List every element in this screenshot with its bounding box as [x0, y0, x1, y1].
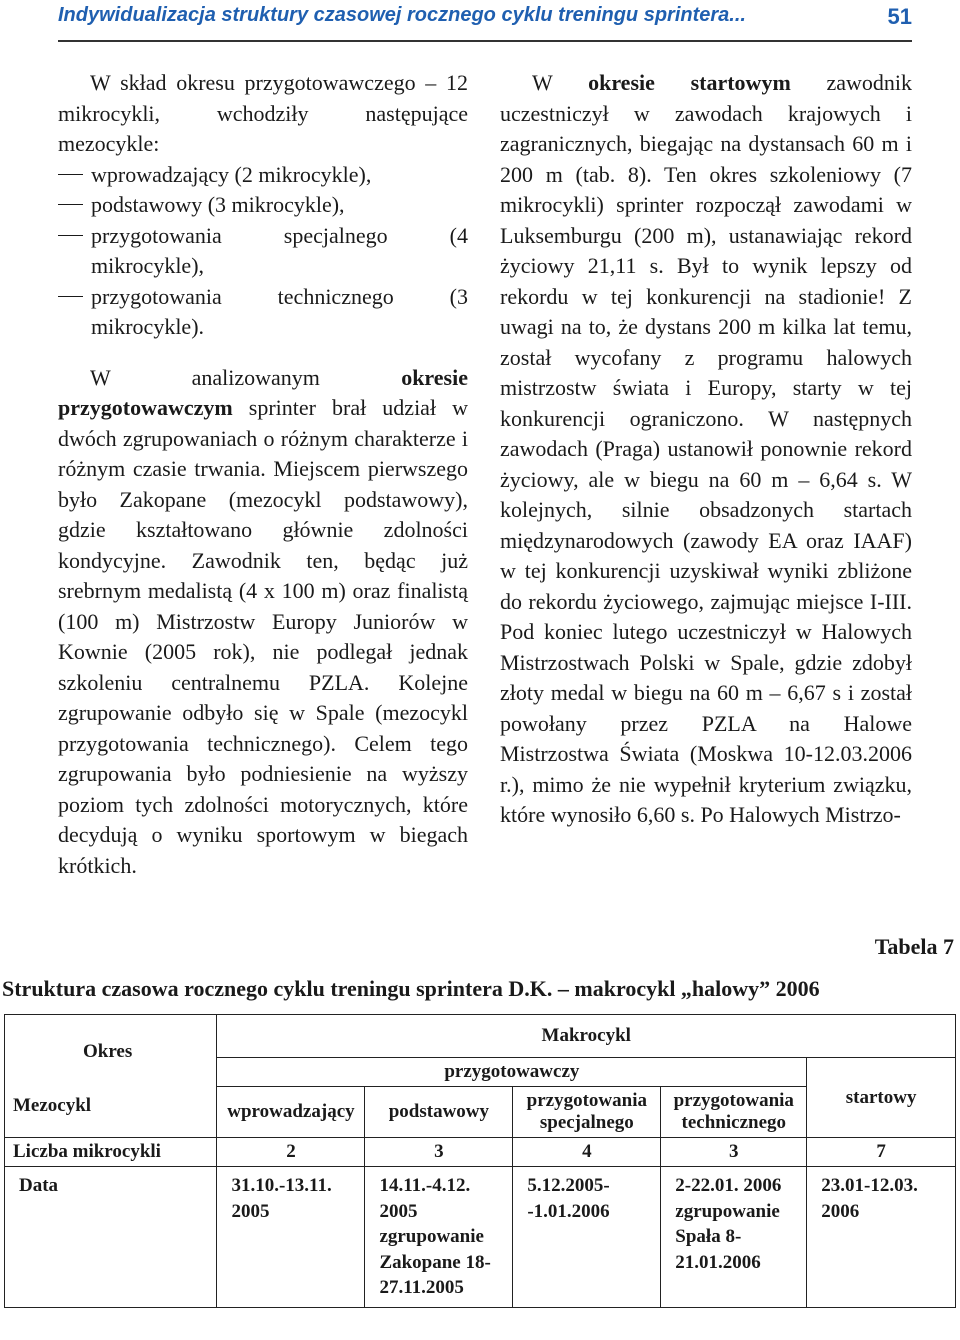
running-header-title: Indywidualizacja struktury czasowej rocznego cyklu treningu sprintera... [58, 4, 746, 26]
liczba-cell: 4 [513, 1138, 661, 1167]
table-label: Tabela 7 [874, 934, 954, 959]
list-item: przygotowania specjalnego (4 mikrocykle), [58, 221, 468, 282]
table-caption: Struktura czasowa rocznego cyklu treningu sprintera D.K. – makrocykl „halowy” 2006 [2, 976, 820, 1001]
data-cell: 23.01-12.03. 2006 [807, 1167, 956, 1308]
data-cell: 14.11.-4.12. 2005 zgrupowanie Zakopane 18-27.11.2005 [365, 1167, 513, 1308]
mezocykl-cell: podstawowy [365, 1087, 513, 1138]
data-cell: 5.12.2005- -1.01.2006 [513, 1167, 661, 1308]
mezocykl-cell: wprowadzający [217, 1087, 365, 1138]
data-cell: 31.10.-13.11. 2005 [217, 1167, 365, 1308]
structure-table [4, 1014, 956, 1308]
intro-paragraph: W skład okresu przygotowawczego – 12 mikrocykli, wchodziły następujące mezocykle: [58, 70, 468, 156]
przygotowawczy-header: przygotowawczy [217, 1058, 807, 1087]
table-row [5, 1138, 956, 1167]
dash-marker [58, 235, 83, 236]
liczba-label: Liczba mikrocykli [5, 1138, 217, 1167]
dash-marker [58, 204, 83, 205]
data-cell: 2-22.01. 2006 zgrupowanie Spała 8-21.01.2006 [661, 1167, 807, 1308]
body-paragraph: W analizowanym okresie przygotowawczym sprinter brał udział w dwóch zgrupowaniach o różnym charakterze i różnym czasie trwania. Miejscem pierwszego było Zakopane (mezocykl podstawowy), gdzie kształtowano głównie zdolności kondycyjne. Zawodnik ten, będąc już srebrnym medalistą (4 x 100 m) oraz finalistą (100 m) Mistrzostw Europy Juniorów w Kownie (2005 rok), nie podlegał jednak szkoleniu centralnemu PZLA. Kolejne zgrupowanie odbyło się w Spale (mezocykl przygotowania technicznego). Celem tego zgrupowania było podniesienie na wyższy poziom tych zdolności motorycznych, które decydują o wyniku sportowym w biegach krótkich. [58, 364, 468, 878]
emphasis: okresie przygotowawczym [58, 364, 468, 420]
right-column [500, 68, 912, 831]
dash-marker [58, 296, 83, 297]
liczba-cell: 3 [661, 1138, 807, 1167]
mezocykl-cell: przygotowania technicznego [661, 1087, 807, 1138]
mezocykl-cell: przygotowania specjalnego [513, 1087, 661, 1138]
data-label: Data [5, 1167, 217, 1308]
page-number: 51 [887, 4, 912, 29]
liczba-cell: 3 [365, 1138, 513, 1167]
dash-marker [58, 174, 83, 175]
liczba-cell: 7 [807, 1138, 956, 1167]
header-divider [58, 40, 912, 42]
left-column [58, 68, 468, 881]
list-item: przygotowania technicznego (3 mikrocykle). [58, 282, 468, 343]
makrocykl-header: Makrocykl [217, 1015, 956, 1058]
startowy-header: startowy [807, 1058, 956, 1138]
mezocykl-label: Mezocykl [13, 1095, 92, 1116]
okres-mezocykl-header [5, 1015, 217, 1138]
liczba-cell: 2 [217, 1138, 365, 1167]
okres-label: Okres [83, 1041, 133, 1062]
list-item: wprowadzający (2 mikrocykle), [58, 160, 468, 191]
emphasis: okresie startowym [588, 70, 791, 95]
list-item: podstawowy (3 mikrocykle), [58, 190, 468, 221]
body-paragraph: W okresie startowym zawodnik uczestniczył w zawodach krajowych i zagranicznych, biegając na dystansach 60 m i 200 m (tab. 8). Ten okres szkoleniowy (7 mikrocykli) sprinter rozpoczął zawodami w Luksemburgu (200 m), ustanawiając rekord życiowy 21,11 s. Był to wynik lepszy od rekordu w tej konkurencji na stadionie! Z uwagi na to, że dystans 200 m kilka lat temu, został wycofany z programu halowych mistrzostw świata i Europy, starty w tej konkurencji ograniczono. W następnych zawodach (Praga) ustanowił ponownie rekord życiowy, ale w biegu na 60 m – 6,64 s. W kolejnych, silnie obsadzonych startach międzynarodowych (zawody EA oraz IAAF) w tej konkurencji uzyskiwał wyniki zbliżone do rekordu życiowego, zajmując miejsce I-III. Pod koniec lutego uczestniczył w Halowych Mistrzostwach Polski w Spale, gdzie zdobył złoty medal w biegu na 60 m – 6,67 s i został powołany przez PZLA na Halowe Mistrzostwa Świata (Moskwa 10-12.03.2006 r.), mimo że nie wypełnił kryterium związku, które wynosiło 6,60 s. Po Halowych Mistrzo- [500, 70, 913, 827]
table-row [5, 1167, 956, 1308]
